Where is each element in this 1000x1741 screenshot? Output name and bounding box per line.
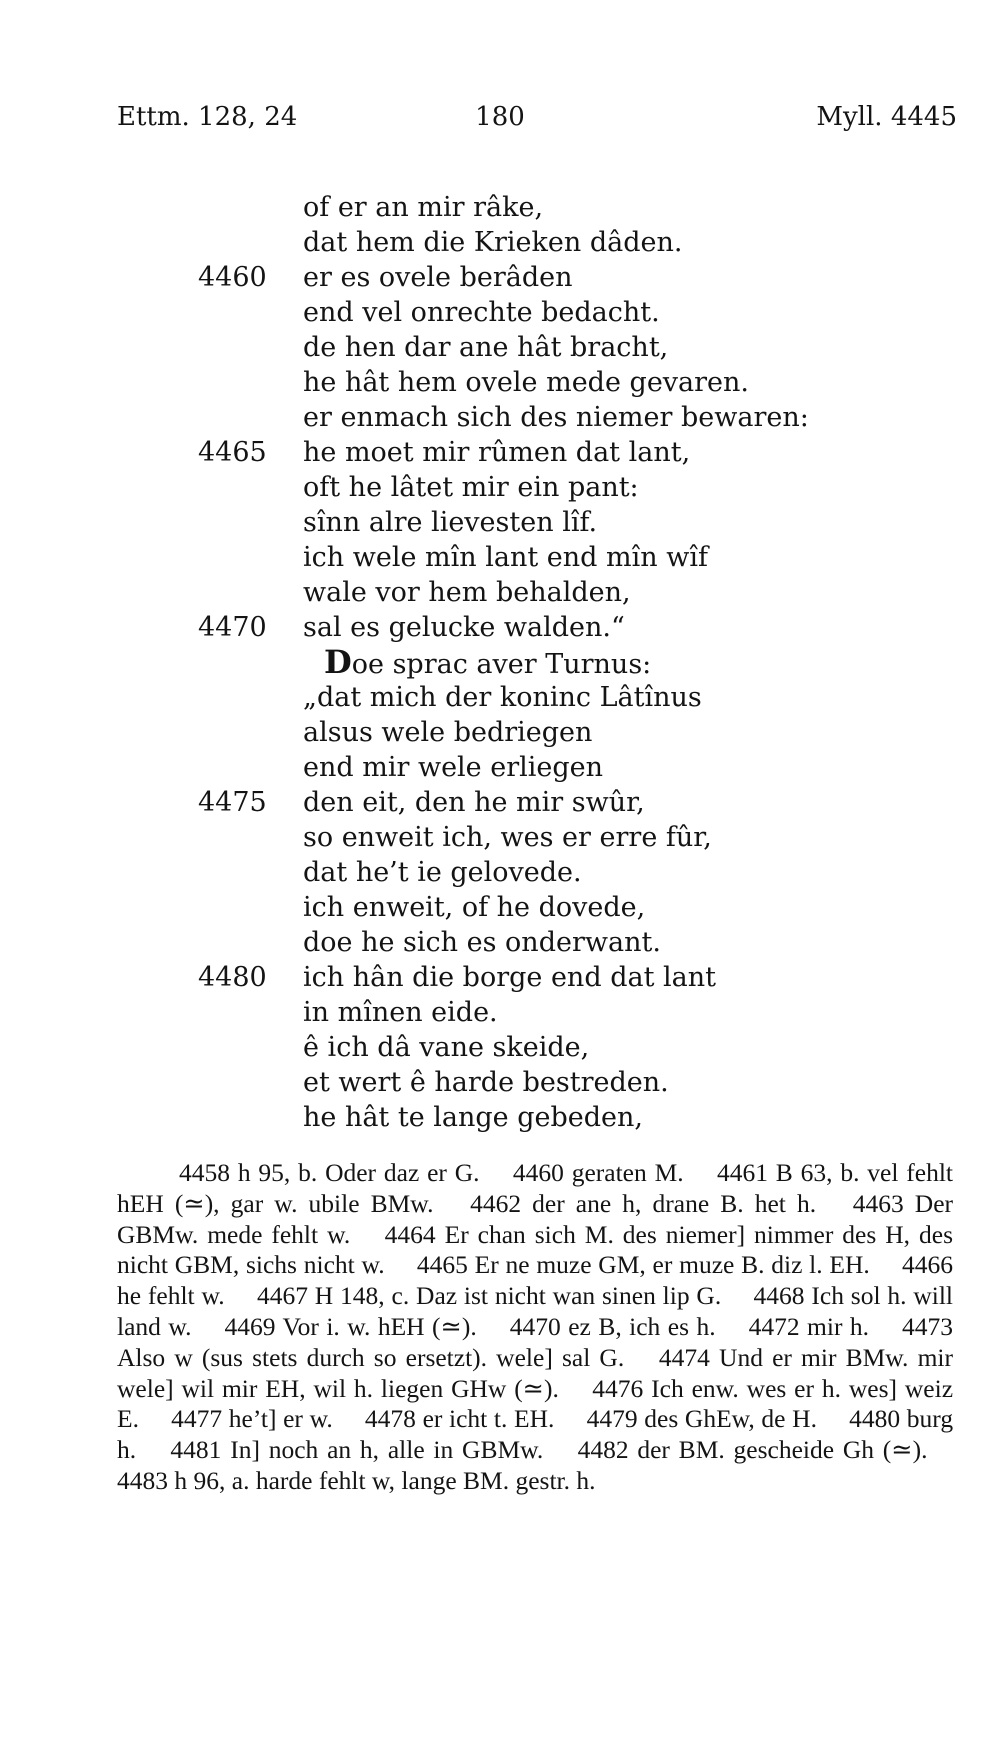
verse-line-number: 4465 xyxy=(198,437,267,468)
verse-line-text: he hât te lange gebeden, xyxy=(303,1102,644,1133)
verse-line-text-wrapper xyxy=(303,680,702,715)
verse-line-text-wrapper xyxy=(303,960,716,995)
verse-line-text: he hât hem ovele mede gevaren. xyxy=(303,367,750,398)
apparatus-note: 4481 In] noch an h, alle in GBMw. xyxy=(170,1435,544,1465)
verse-line xyxy=(0,1065,1000,1100)
apparatus-note: 4469 Vor i. w. hEH (≃). xyxy=(224,1311,477,1341)
verse-line-text: dat hem die Krieken dâden. xyxy=(303,227,683,258)
apparatus-note: 4472 mir h. xyxy=(748,1311,870,1341)
verse-line xyxy=(0,645,1000,680)
verse-line xyxy=(0,750,1000,785)
apparatus-note: 4466 he fehlt w. xyxy=(117,1250,954,1311)
verse-line-text: end vel onrechte bedacht. xyxy=(303,297,660,328)
verse-line-text: dat he’t ie gelovede. xyxy=(303,857,582,888)
apparatus-note: 4460 geraten M. xyxy=(512,1158,684,1187)
verse-line-text: ich hân die borge end dat lant xyxy=(303,962,716,993)
initial-capital: D xyxy=(324,643,352,681)
apparatus-note: 4461 B 63, b. vel fehlt hEH (≃), gar w. ubile BMw. xyxy=(117,1158,954,1218)
verse-line-text: ich enweit, of he dovede, xyxy=(303,892,646,923)
verse-line-text-wrapper xyxy=(303,785,645,820)
apparatus-note: 4470 ez B, ich es h. xyxy=(509,1311,716,1341)
verse-line-number: 4460 xyxy=(198,262,267,293)
apparatus-note: 4468 Ich sol h. will land w. xyxy=(117,1281,954,1341)
verse-line xyxy=(0,260,1000,295)
verse-line xyxy=(0,1100,1000,1135)
verse-line-text-wrapper xyxy=(303,1065,669,1100)
verse-line-number: 4475 xyxy=(198,787,267,818)
running-header xyxy=(0,102,1000,142)
verse-line xyxy=(0,785,1000,820)
verse-line xyxy=(0,575,1000,610)
verse-line-text-wrapper xyxy=(303,225,682,260)
verse-line-text: ich wele mîn lant end mîn wîf xyxy=(303,542,708,573)
verse-line-text-wrapper xyxy=(303,470,639,505)
verse-line xyxy=(0,505,1000,540)
apparatus-note: 4464 Er chan sich M. des niemer] nimmer des H, des nicht GBM, sichs nicht w. xyxy=(117,1219,953,1280)
verse-line-text-wrapper xyxy=(324,645,651,682)
verse-line-text-wrapper xyxy=(303,260,573,295)
verse-line xyxy=(0,855,1000,890)
verse-line xyxy=(0,890,1000,925)
apparatus-note: 4462 der ane h, drane B. het h. xyxy=(470,1188,817,1218)
verse-line-text: end mir wele erliegen xyxy=(303,752,604,783)
apparatus-note: 4479 des GhEw, de H. xyxy=(586,1404,817,1434)
verse-line-text-wrapper xyxy=(303,540,708,575)
apparatus-note: 4483 h 96, a. harde fehlt w, lange BM. gestr. h. xyxy=(117,1465,596,1495)
verse-line xyxy=(0,190,1000,225)
verse-line-text: er enmach sich des niemer bewaren: xyxy=(303,402,809,433)
verse-line-text: „dat mich der koninc Lâtînus xyxy=(303,682,702,713)
verse-line-text-wrapper xyxy=(303,400,809,435)
verse-line-text: de hen dar ane hât bracht, xyxy=(303,332,669,363)
verse-line-text-wrapper xyxy=(303,610,625,645)
verse-line xyxy=(0,715,1000,750)
verse-line xyxy=(0,470,1000,505)
apparatus-note: 4480 burg h. xyxy=(117,1404,954,1465)
verse-line-text: oe sprac aver Turnus: xyxy=(351,649,652,680)
verse-line-text: of er an mir râke, xyxy=(303,192,544,223)
verse-line xyxy=(0,540,1000,575)
verse-line-text-wrapper xyxy=(303,925,661,960)
verse-line xyxy=(0,295,1000,330)
apparatus-note: 4473 Also w (sus stets durch so ersetzt). wele] sal G. xyxy=(117,1311,954,1372)
verse-line xyxy=(0,225,1000,260)
verse-line-number: 4470 xyxy=(198,612,267,643)
verse-line-text-wrapper xyxy=(303,190,543,225)
verse-line-text-wrapper xyxy=(303,890,645,925)
verse-line xyxy=(0,365,1000,400)
apparatus-note: 4482 der BM. gescheide Gh (≃). xyxy=(577,1435,928,1465)
apparatus-note: 4467 H 148, c. Daz ist nicht wan sinen lip G. xyxy=(256,1281,722,1311)
verse-line-text-wrapper xyxy=(303,575,631,610)
verse-line xyxy=(0,330,1000,365)
apparatus-note: 4465 Er ne muze GM, er muze B. diz l. EH. xyxy=(416,1250,870,1280)
apparatus-note: 4463 Der GBMw. mede fehlt w. xyxy=(117,1188,954,1249)
apparatus-note: 4478 er icht t. EH. xyxy=(364,1404,555,1434)
verse-line-text-wrapper xyxy=(303,1100,643,1135)
apparatus-note: 4474 Und er mir BMw. mir wele] wil mir EH, wil h. liegen GHw (≃). xyxy=(117,1342,953,1403)
verse-line-text-wrapper xyxy=(303,365,749,400)
verse-line xyxy=(0,435,1000,470)
verse-line xyxy=(0,610,1000,645)
verse-line-text-wrapper xyxy=(303,330,668,365)
poem-text xyxy=(0,190,1000,1135)
header-right-reference: Myll. 4445 xyxy=(816,102,957,132)
apparatus-paragraph xyxy=(117,1158,953,1497)
verse-line-text: alsus wele bedriegen xyxy=(303,717,593,748)
header-left-reference: Ettm. 128, 24 xyxy=(117,102,298,132)
verse-line-text-wrapper xyxy=(303,1030,589,1065)
page-number: 180 xyxy=(475,102,525,132)
verse-line-text: sal es gelucke walden.“ xyxy=(303,612,625,643)
verse-line-text: sînn alre lievesten lîf. xyxy=(303,507,598,538)
verse-line-number: 4480 xyxy=(198,962,267,993)
verse-line xyxy=(0,400,1000,435)
verse-line-text-wrapper xyxy=(303,715,592,750)
verse-line-text: he moet mir rûmen dat lant, xyxy=(303,437,691,468)
verse-line-text-wrapper xyxy=(303,505,597,540)
verse-line-text-wrapper xyxy=(303,750,603,785)
verse-line-text: oft he lâtet mir ein pant: xyxy=(303,472,639,503)
verse-line-text-wrapper xyxy=(303,435,690,470)
verse-line xyxy=(0,995,1000,1030)
verse-line-text: ê ich dâ vane skeide, xyxy=(303,1032,590,1063)
verse-line-text: doe he sich es onderwant. xyxy=(303,927,661,958)
verse-line-text: er es ovele berâden xyxy=(303,262,573,293)
verse-line-text: in mînen eide. xyxy=(303,997,498,1028)
apparatus-note: 4476 Ich enw. wes er h. wes] weiz E. xyxy=(117,1373,954,1434)
verse-line xyxy=(0,1030,1000,1065)
verse-line-text-wrapper xyxy=(303,820,712,855)
verse-line-text-wrapper xyxy=(303,295,660,330)
critical-apparatus xyxy=(117,1158,953,1497)
apparatus-note: 4458 h 95, b. Oder daz er G. xyxy=(179,1158,480,1187)
verse-line xyxy=(0,820,1000,855)
verse-line-text-wrapper xyxy=(303,995,498,1030)
verse-line-text: so enweit ich, wes er erre fûr, xyxy=(303,822,712,853)
verse-line xyxy=(0,925,1000,960)
verse-line xyxy=(0,680,1000,715)
verse-line-text-wrapper xyxy=(303,855,582,890)
verse-line-text: wale vor hem behalden, xyxy=(303,577,631,608)
verse-line xyxy=(0,960,1000,995)
apparatus-note: 4477 he’t] er w. xyxy=(171,1404,333,1434)
verse-line-text: den eit, den he mir swûr, xyxy=(303,787,645,818)
verse-line-text: et wert ê harde bestreden. xyxy=(303,1067,669,1098)
